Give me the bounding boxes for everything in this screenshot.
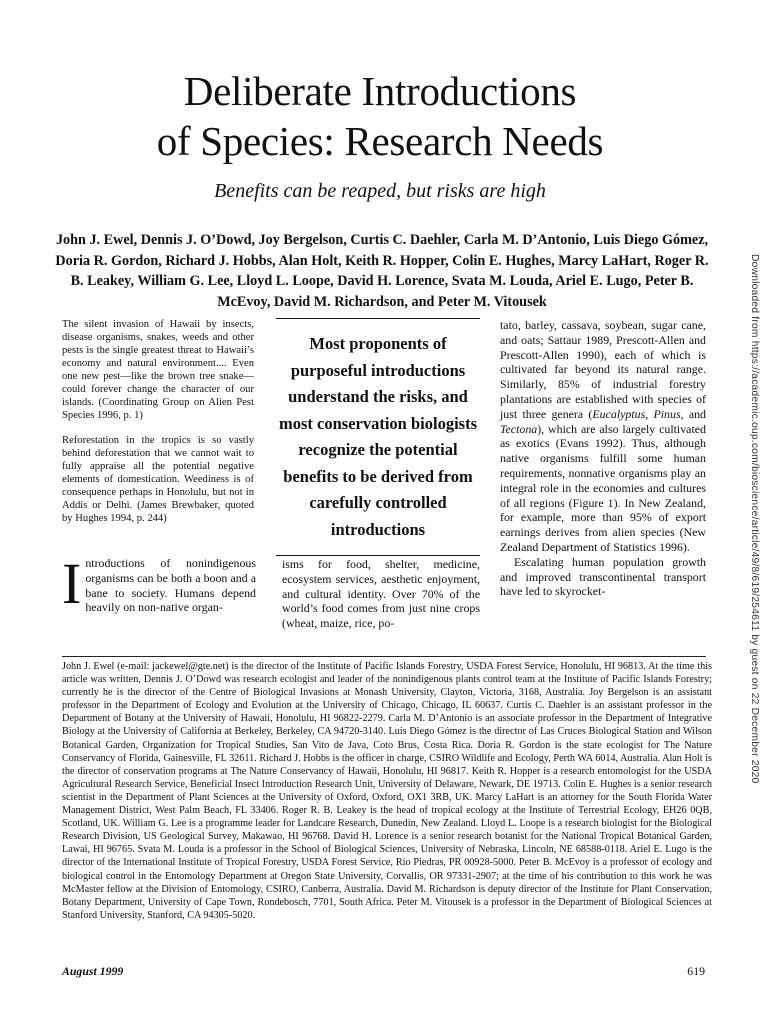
body-text-col2: isms for food, shelter, medicine, ecosystem services, aesthetic enjoyment, and cultural identity. Over 70% of the world’s food comes from just nine crops (wheat, maize, rice, po- xyxy=(282,557,480,631)
download-watermark-text: Downloaded from https://academic.oup.com/bioscience/article/49/8/619/254611 by guest on 22 December 2020 xyxy=(749,254,760,784)
drop-cap: I xyxy=(62,551,82,616)
download-watermark xyxy=(746,254,762,974)
body-text-col3-b: ), which are also largely cultivated as exotics (Evans 1992). Thus, although native organisms fulfill some human requirements, nonnative organisms play an integral role in the economies and cultures of all regions (Figure 1). In New Zealand, for example, more than 95% of export earnings derives from alien species (New Zealand Department of Statistics 1996). xyxy=(500,421,706,554)
genus-eucalyptus: Eucalyptus xyxy=(592,406,646,421)
author-affiliations-footnote: John J. Ewel (e-mail: jackewel@gte.net) is the director of the Institute of Pacific Islands Forestry, USDA Forest Service, Honolulu, HI 96813. At the time this article was written, Dennis J. O’Dowd was research ecologist and leader of the nonindigenous plants control team at the Institute of Pacific Islands Forestry; currently he is the director of the Centre of Biological Invasions at Monash University, Clayton, Victoria, 3168, Australia. Joy Bergelson is an assistant professor in the Department of Ecology and Evolution at the University of Chicago, Chicago, IL 60637. Curtis C. Daehler is an assistant professor in the Department of Botany at the University of Hawaii, Honolulu, HI 96822-2279. Carla M. D’Antonio is an associate professor in the Department of Integrative Biology at the University of California at Berkeley, Berkeley, CA 94720-3140. Luis Diego Gómez is the director of Las Cruces Biological Station and Wilson Botanical Garden, Organization for Tropical Studies, San Vito de Java, Coto Brus, Costa Rica. Doria R. Gordon is the state ecologist for The Nature Conservancy of Florida, Gainesville, FL 32611. Richard J. Hobbs is the officer in charge, CSIRO Wildlife and Ecology, Perth WA 6014, Australia. Alan Holt is the director of conservation programs at The Nature Conservancy of Hawaii, Honolulu, HI 96817. Keith R. Hopper is a research entomologist for the USDA Agricultural Research Service, Beneficial Insect Introduction Research Unit, University of Delaware, Newark, DE 19713. Colin E. Hughes is a senior research scientist in the Department of Plant Sciences at the University of Oxford, Oxford, OX1 3RB, UK. Marcy LaHart is an attorney for the South Florida Water Management District, West Palm Beach, FL 33406. Roger R. B. Leakey is the head of tropical ecology at the Institute of Terrestrial Ecology, EH26 0QB, Scotland, UK. William G. Lee is a programme leader for Landcare Research, Dunedin, New Zealand. Lloyd L. Loope is a research biologist for the Biological Research Division, US Geological Survey, Makawao, HI 96768. David H. Lorence is a senior research botanist for the National Tropical Botanical Garden, Lawai, HI 96765. Svata M. Louda is a professor in the School of Biological Sciences, University of Nebraska, Lincoln, NE 68588-0118. Ariel E. Lugo is the director of the International Institute of Tropical Forestry, USDA Forest Service, Río Piedras, PR 00928-5000. Peter B. McEvoy is a professor of ecology and biological control in the Entomology Department at Oregon State University, Corvallis, OR 97331-2907; at the time of his contribution to this work he was McMaster fellow at the Division of Entomology, CSIRO, Canberra, Australia. David M. Richardson is deputy director of the Institute for Plant Conservation, Botany Department, University of Cape Town, Rondebosch, 7701, South Africa. Peter M. Vitousek is a professor in the Department of Biological Sciences at Stanford University, Stanford, CA 94305-5020. xyxy=(62,661,712,921)
body-paragraph-1 xyxy=(62,551,256,616)
author-list: John J. Ewel, Dennis J. O’Dowd, Joy Bergelson, Curtis C. Daehler, Carla M. D’Antonio, Luis Diego Gómez, Doria R. Gordon, Richard J. Hobbs, Alan Holt, Keith R. Hopper, Colin E. Hughes, Marcy LaHart, Roger R. B. Leakey, William G. Lee, Lloyd L. Loope, David H. Lorence, Svata M. Louda, Ariel E. Lugo, Peter B. McEvoy, David M. Richardson, and Peter M. Vitousek xyxy=(55,232,709,310)
footnote-divider xyxy=(62,656,706,657)
title-line-2: of Species: Research Needs xyxy=(156,118,604,164)
article-subtitle: Benefits can be reaped, but risks are high xyxy=(214,180,546,202)
body-column-1 xyxy=(62,551,256,616)
title-line-1: Deliberate Introductions xyxy=(183,68,577,114)
epigraph-sidebar xyxy=(62,318,254,537)
pull-quote xyxy=(276,318,480,556)
body-paragraph-col3-2: Escalating human population growth and improved transcontinental transport have led to skyrocket- xyxy=(500,554,706,599)
body-column-3 xyxy=(500,318,706,599)
body-column-2 xyxy=(282,557,480,631)
body-text-col3-a: tato, barley, cassava, soybean, sugar cane, and oats; Sattaur 1989, Prescott-Allen and Prescott-Allen 1990), each of which is cultivated far beyond its natural range. Similarly, 85% of industrial forestry plantations are established with species of just three genera ( xyxy=(500,318,706,421)
pull-quote-text: Most proponents of purposeful introductions understand the risks, and most conservation biologists recognize the potential benefits to be derived from carefully controlled introductions xyxy=(279,334,477,539)
genus-tectona: Tectona xyxy=(500,421,538,436)
body-paragraph-col3-1: tato, barley, cassava, soybean, sugar cane, and oats; Sattaur 1989, Prescott-Allen and Prescott-Allen 1990), each of which is cultivated far beyond its natural range. Similarly, 85% of industrial forestry plantations are established with species of just three genera (Eucalyptus, Pinus, and Tectona), which are also largely cultivated as exotics (Evans 1992). Thus, although native organisms fulfill some human requirements, nonnative organisms play an integral role in the economies and cultures of all regions (Figure 1). In New Zealand, for example, more than 95% of export earnings derives from alien species (New Zealand Department of Statistics 1996). xyxy=(500,318,706,554)
genus-pinus: Pinus xyxy=(653,406,681,421)
issue-date: August 1999 xyxy=(62,964,124,978)
epigraph-quote-1: The silent invasion of Hawaii by insects, disease organisms, snakes, weeds and other pests is the single greatest threat to Hawaii’s economy and natural environment.... Even one new pest—like the brown tree snake—could forever change the character of our islands. (Coordinating Group on Alien Pest Species 1996, p. 1) xyxy=(62,319,254,421)
page-number: 619 xyxy=(687,964,705,978)
epigraph-quote-2: Reforestation in the tropics is so vastly behind deforestation that we cannot wait to fully appraise all the potential negative elements of domestication. Weediness is of consequence perhaps in Honolulu, but not in Addis or Delhi. (James Brewbaker, quoted by Hughes 1994, p. 244) xyxy=(62,435,254,524)
body-text-col1: ntroductions of nonindigenous organisms can be both a boon and a bane to society. Humans depend heavily on non-native organ- xyxy=(85,556,256,615)
article-title xyxy=(40,66,720,166)
